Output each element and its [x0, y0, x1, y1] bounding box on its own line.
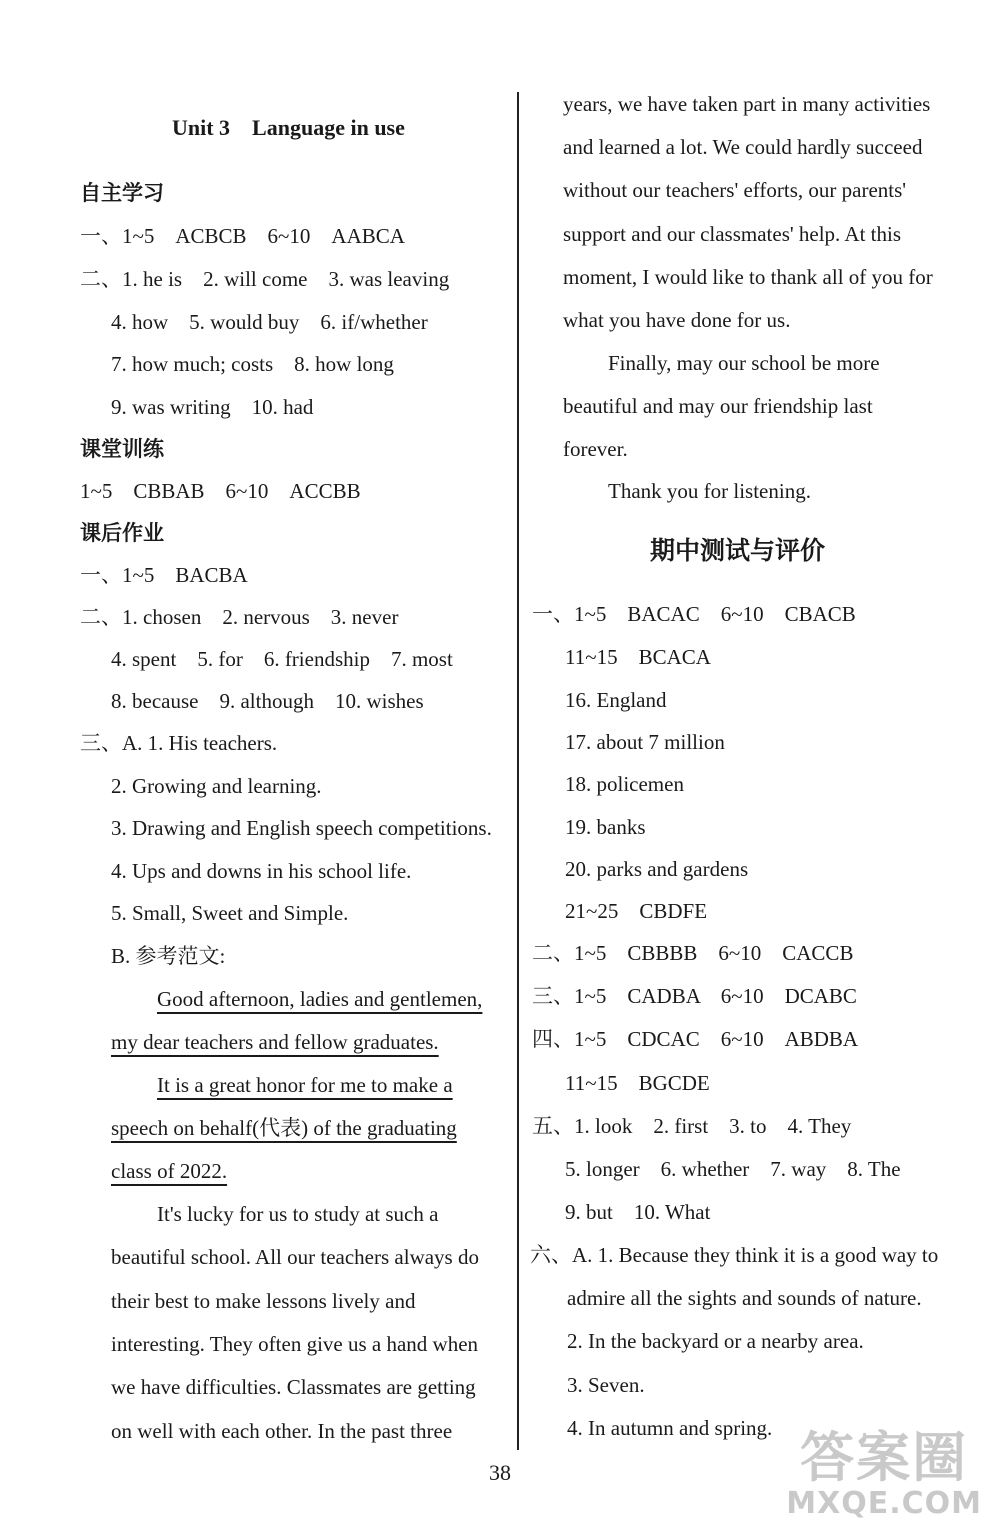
answer-line: 9. was writing 10. had: [111, 395, 314, 419]
answer-line: 1~5 CBBAB 6~10 ACCBB: [80, 479, 361, 503]
answer-line: 六、A. 1. Because they think it is a good way to: [530, 1243, 939, 1267]
answer-line: 一、1~5 BACBA: [80, 563, 248, 587]
essay-line: speech on behalf(代表) of the graduating: [111, 1116, 457, 1140]
answer-line: 20. parks and gardens: [565, 857, 749, 881]
essay-line: Good afternoon, ladies and gentlemen,: [157, 987, 483, 1011]
answer-line: 21~25 CBDFE: [565, 899, 708, 923]
essay-line: Thank you for listening.: [608, 479, 811, 503]
page-number: 38: [489, 1460, 511, 1485]
answer-line: 7. how much; costs 8. how long: [111, 352, 394, 376]
essay-line: and learned a lot. We could hardly succeed: [563, 135, 923, 159]
essay-line: It is a great honor for me to make a: [157, 1073, 453, 1097]
answer-line: 二、1. he is 2. will come 3. was leaving: [80, 267, 450, 291]
answer-line: 5. longer 6. whether 7. way 8. The: [565, 1157, 901, 1181]
answer-line: 11~15 BGCDE: [565, 1071, 710, 1095]
answer-line: B. 参考范文:: [111, 944, 226, 968]
section-heading-homework: 课后作业: [80, 521, 164, 545]
watermark-logo: [786, 1428, 982, 1520]
answer-line: 3. Drawing and English speech competitions.: [111, 816, 492, 840]
answer-line: 4. spent 5. for 6. friendship 7. most: [111, 647, 453, 671]
essay-line: moment, I would like to thank all of you for: [563, 265, 933, 289]
answer-line: 一、1~5 BACAC 6~10 CBACB: [532, 602, 856, 626]
answer-line: 3. Seven.: [567, 1373, 645, 1397]
answer-line: 三、A. 1. His teachers.: [80, 731, 278, 755]
essay-line: years, we have taken part in many activities: [563, 92, 931, 116]
answer-line: 二、1. chosen 2. nervous 3. never: [80, 605, 399, 629]
essay-line: forever.: [563, 437, 628, 461]
essay-line: what you have done for us.: [563, 308, 791, 332]
essay-line: on well with each other. In the past three: [111, 1419, 453, 1443]
essay-line: Finally, may our school be more: [608, 351, 880, 375]
essay-line: we have difficulties. Classmates are getting: [111, 1375, 476, 1399]
answer-line: 9. but 10. What: [565, 1200, 711, 1224]
section-heading-self-study: 自主学习: [80, 181, 164, 205]
essay-line: their best to make lessons lively and: [111, 1289, 416, 1313]
answer-line: 二、1~5 CBBBB 6~10 CACCB: [532, 941, 854, 965]
section-title-midterm: 期中测试与评价: [650, 536, 826, 565]
answer-line: 2. Growing and learning.: [111, 774, 322, 798]
answer-line: 19. banks: [565, 815, 646, 839]
answer-line: 18. policemen: [565, 772, 684, 796]
answer-line: 4. how 5. would buy 6. if/whether: [111, 310, 428, 334]
answer-line: 8. because 9. although 10. wishes: [111, 689, 424, 713]
section-heading-class-training: 课堂训练: [80, 437, 164, 461]
watermark-text: 答案圈: [800, 1426, 969, 1489]
essay-line: It's lucky for us to study at such a: [157, 1202, 439, 1226]
answer-line: 17. about 7 million: [565, 730, 725, 754]
answer-line: 5. Small, Sweet and Simple.: [111, 901, 349, 925]
essay-line: my dear teachers and fellow graduates.: [111, 1030, 439, 1054]
answer-line: 16. England: [565, 688, 667, 712]
answer-line: 11~15 BCACA: [565, 645, 711, 669]
answer-line: 4. In autumn and spring.: [567, 1416, 773, 1440]
answer-line: 五、1. look 2. first 3. to 4. They: [532, 1114, 852, 1138]
essay-line: class of 2022.: [111, 1159, 228, 1183]
essay-line: beautiful school. All our teachers always do: [111, 1245, 479, 1269]
essay-line: without our teachers' efforts, our parents': [563, 178, 907, 202]
answer-line: 2. In the backyard or a nearby area.: [567, 1329, 864, 1353]
answer-line: 四、1~5 CDCAC 6~10 ABDBA: [532, 1027, 859, 1051]
essay-line: support and our classmates' help. At this: [563, 222, 901, 246]
column-divider: [517, 92, 519, 1450]
answer-line: admire all the sights and sounds of nature.: [567, 1286, 922, 1310]
essay-line: beautiful and may our friendship last: [563, 394, 873, 418]
unit-title: Unit 3 Language in use: [172, 115, 405, 140]
answer-line: 4. Ups and downs in his school life.: [111, 859, 412, 883]
answer-line: 三、1~5 CADBA 6~10 DCABC: [532, 984, 857, 1008]
watermark-url: MXQE.COM: [786, 1486, 982, 1521]
essay-line: interesting. They often give us a hand when: [111, 1332, 479, 1356]
answer-line: 一、1~5 ACBCB 6~10 AABCA: [80, 224, 405, 248]
